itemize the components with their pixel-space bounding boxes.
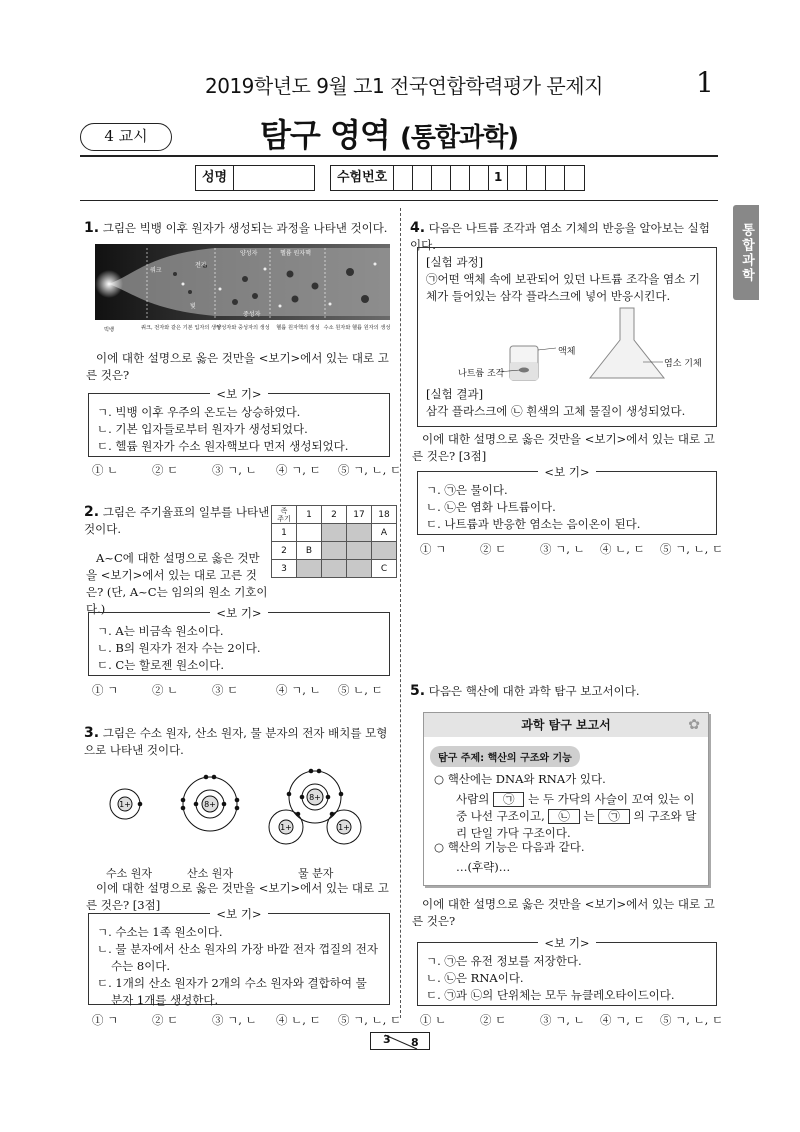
q5-choice-4[interactable]: ④ ㄱ, ㄷ: [600, 1013, 645, 1027]
q5-stem: [410, 683, 720, 700]
q5-bogi-title: <보 기>: [538, 936, 595, 950]
exam-number-cell[interactable]: [508, 166, 527, 190]
q1-bogi-item: ㄷ. 헬륨 원자가 수소 원자핵보다 먼저 생성되었다.: [97, 439, 349, 453]
q1-choice-5[interactable]: ⑤ ㄱ, ㄴ, ㄷ: [338, 463, 402, 477]
q4-stem-text: 다음은 나트륨 조각과 염소 기체의 반응을 알아보는 실험이다.: [410, 221, 710, 252]
q2-cell: [297, 560, 322, 578]
q2-choice-5[interactable]: ⑤ ㄴ, ㄷ: [338, 683, 383, 697]
q2-cell: [322, 524, 347, 542]
q2-corner: [272, 506, 297, 524]
q5-report-box: [423, 712, 709, 886]
q3-bogi-item: ㄷ. 1개의 산소 원자가 2개의 수소 원자와 결합하여 물 분자 1개를 생성한다.: [97, 976, 367, 1007]
q5-blank-1: ㉠: [493, 792, 525, 807]
q4-choice-4[interactable]: ④ ㄴ, ㄷ: [600, 542, 645, 556]
q5-stem-text: 다음은 핵산에 대한 과학 탐구 보고서이다.: [428, 684, 640, 698]
q2-cell: [322, 560, 347, 578]
q4-question: 이에 대한 설명으로 옳은 것만을 <보기>에서 있는 대로 고른 것은? [3점]: [412, 432, 715, 463]
q2-cell-a: A: [372, 524, 397, 542]
footer-slash: [371, 1033, 431, 1051]
q3-bogi-box: [88, 907, 390, 1007]
column-divider: [400, 208, 401, 1018]
q5-omitted: …(후략)…: [456, 860, 511, 874]
q1-big-bang-figure: [95, 244, 390, 346]
q4-label-sodium: 나트륨 조각: [458, 369, 505, 379]
q3-caption-hydrogen: 수소 원자: [106, 867, 153, 880]
q4-process-title: [실험 과정]: [426, 255, 484, 269]
q3-number: 3.: [84, 725, 100, 741]
q3-electron-models: [95, 762, 390, 862]
q5-bogi-item: ㄷ. ㉠과 ㉡의 단위체는 모두 뉴클레오타이드이다.: [426, 988, 675, 1002]
q2-period-header: 3: [272, 560, 297, 578]
q3-bogi-item: ㄴ. 물 분자에서 산소 원자의 가장 바깥 전자 껍질의 전자 수는 8이다.: [97, 942, 378, 973]
q5-sentence-part: 는: [583, 809, 595, 823]
page-number: 1: [696, 66, 714, 99]
exam-title: 2019학년도 9월 고1 전국연합학력평가 문제지: [205, 74, 603, 98]
q2-cell: [347, 542, 372, 560]
q1-stem: [84, 220, 394, 237]
q3-stem-text: 그림은 수소 원자, 산소 원자, 물 분자의 전자 배치를 모형으로 나타낸 것이다.: [84, 726, 388, 757]
q3-choice-2[interactable]: ② ㄷ: [152, 1013, 179, 1027]
q3-choice-5[interactable]: ⑤ ㄱ, ㄴ, ㄷ: [338, 1013, 402, 1027]
exam-number-cell[interactable]: [432, 166, 451, 190]
exam-number-cell[interactable]: [451, 166, 470, 190]
q2-cell: [347, 560, 372, 578]
period-badge: 4 교시: [80, 123, 172, 151]
q3-choice-1[interactable]: ① ㄱ: [92, 1013, 119, 1027]
q4-choices: [420, 541, 723, 557]
q4-choice-3[interactable]: ③ ㄱ, ㄴ: [540, 542, 585, 556]
flower-icon: ✿: [688, 717, 700, 733]
q2-cell-b: B: [297, 542, 322, 560]
q5-sentence: [456, 791, 702, 842]
q4-bogi-item: ㄴ. ㉡은 염화 나트륨이다.: [426, 500, 556, 514]
q3-w-h1-nucleus-label: 1+: [280, 823, 292, 832]
q4-process-text: ㉠어떤 액체 속에 보관되어 있던 나트륨 조각을 염소 기체가 들어있는 삼각 플라스크에 넣어 반응시킨다.: [426, 272, 701, 303]
q2-stem-text: 그림은 주기율표의 일부를 나타낸 것이다.: [84, 505, 270, 536]
q1-label-proton: 양성자: [240, 250, 258, 257]
q5-number: 5.: [410, 683, 426, 699]
q2-choices: [92, 682, 383, 698]
q2-periodic-table: [271, 505, 397, 578]
footer-current-page: 3: [383, 1033, 391, 1046]
footer-total-pages: 8: [411, 1036, 419, 1049]
q5-bogi-item: ㄱ. ㉠은 유전 정보를 저장한다.: [426, 954, 582, 968]
exam-number-box: [330, 165, 585, 191]
q1-stage-basic-particles: 쿼크, 전자와 같은 기본 입자의 생성: [140, 325, 222, 331]
footer-page-indicator: [370, 1032, 430, 1050]
q2-bogi-box: [88, 606, 390, 676]
q1-choice-2[interactable]: ② ㄷ: [152, 463, 179, 477]
section-title: [260, 110, 518, 156]
q2-stem: [84, 504, 270, 538]
exam-number-cell[interactable]: [527, 166, 546, 190]
q2-cell: [372, 542, 397, 560]
q1-choice-4[interactable]: ④ ㄱ, ㄷ: [276, 463, 321, 477]
q3-h-nucleus-label: 1+: [119, 800, 131, 809]
q4-bogi-box: [417, 465, 717, 535]
name-label: 성명: [196, 166, 234, 190]
q2-group-header: 1: [297, 506, 322, 524]
q2-cell: [322, 542, 347, 560]
q3-w-h2-nucleus-label: 1+: [338, 823, 350, 832]
q5-report-title: 과학 탐구 보고서: [424, 713, 708, 737]
q2-cell-c: C: [372, 560, 397, 578]
q4-label-chlorine: 염소 기체: [664, 359, 702, 369]
q3-question: 이에 대한 설명으로 옳은 것만을 <보기>에서 있는 대로 고른 것은? [3점]: [86, 881, 389, 912]
exam-number-cell[interactable]: [565, 166, 584, 190]
q1-label-helium-nucleus: 헬륨 원자핵: [280, 250, 311, 257]
q4-result-text: 삼각 플라스크에 ㉡ 흰색의 고체 물질이 생성되었다.: [426, 404, 686, 418]
header-bottom-rule: [80, 200, 718, 201]
q2-choice-2[interactable]: ② ㄴ: [152, 683, 179, 697]
q1-stem-text: 그림은 빅뱅 이후 원자가 생성되는 과정을 나타낸 것이다.: [102, 221, 388, 235]
q1-label-quark: 쿼크: [150, 267, 162, 274]
subject-side-tab: 통합과학: [733, 205, 759, 300]
q1-stage-proton-neutron: 양성자와 중성자의 생성: [216, 325, 270, 331]
q1-choices: [92, 462, 401, 478]
q2-cell: [297, 524, 322, 542]
q3-choices: [92, 1012, 401, 1028]
q5-choices: [420, 1012, 723, 1028]
q2-period-header: 1: [272, 524, 297, 542]
q2-choice-3[interactable]: ③ ㄷ: [212, 683, 239, 697]
q2-number: 2.: [84, 504, 100, 520]
q2-group-header: 17: [347, 506, 372, 524]
q2-bogi-item: ㄷ. C는 할로젠 원소이다.: [97, 658, 225, 672]
q3-bogi-title: <보 기>: [210, 907, 267, 921]
q3-stem: [84, 725, 392, 759]
q3-choice-4[interactable]: ④ ㄴ, ㄷ: [276, 1013, 321, 1027]
q1-choice-3[interactable]: ③ ㄱ, ㄴ: [212, 463, 257, 477]
q2-bogi-title: <보 기>: [210, 606, 267, 620]
section-title-sub: (통합과학): [399, 123, 519, 153]
q5-topic-badge: 탐구 주제: 핵산의 구조와 기능: [430, 746, 580, 767]
exam-number-digit: 1: [489, 166, 508, 190]
q5-blank-2: ㉡: [548, 809, 580, 824]
name-box: [195, 165, 315, 191]
q1-label-neutron: 중성자: [243, 311, 261, 318]
q5-sentence-part: 의 구조와 달리 단일 가닥 구조이다.: [456, 809, 697, 840]
q1-stage-helium-nucleus: 헬륨 원자핵의 생성: [276, 325, 320, 331]
q1-bogi-item: ㄴ. 기본 입자들로부터 원자가 생성되었다.: [97, 422, 308, 436]
q1-number: 1.: [84, 220, 100, 236]
q4-bogi-item: ㄱ. ㉠은 물이다.: [426, 483, 508, 497]
q4-choice-1[interactable]: ① ㄱ: [420, 542, 447, 556]
q2-question: A~C에 대한 설명으로 옳은 것만을 <보기>에서 있는 대로 고른 것은? (단, A~C는 임의의 원소 기호이다.): [86, 551, 268, 616]
q4-choice-2[interactable]: ② ㄷ: [480, 542, 507, 556]
q4-result-title: [실험 결과]: [426, 387, 484, 401]
q1-question: 이에 대한 설명으로 옳은 것만을 <보기>에서 있는 대로 고른 것은?: [86, 351, 389, 382]
q2-bogi-item: ㄱ. A는 비금속 원소이다.: [97, 624, 224, 638]
q4-experiment-box: [417, 247, 717, 427]
q4-bogi-title: <보 기>: [538, 465, 595, 479]
exam-number-cell[interactable]: [546, 166, 565, 190]
section-title-main: 탐구 영역: [260, 116, 390, 154]
q2-group-header: 2: [322, 506, 347, 524]
q1-stage-big-bang: 빅뱅: [103, 327, 115, 333]
q5-sentence-part: 사람의: [456, 792, 490, 806]
q5-choice-5[interactable]: ⑤ ㄱ, ㄴ, ㄷ: [660, 1013, 724, 1027]
q3-caption-oxygen: 산소 원자: [187, 867, 234, 880]
q5-bullet-2: ○ 핵산의 기능은 다음과 같다.: [434, 840, 585, 854]
q4-bogi-item: ㄷ. 나트륨과 반응한 염소는 음이온이 된다.: [426, 517, 641, 531]
q2-choice-1[interactable]: ① ㄱ: [92, 683, 119, 697]
q1-label-light: 빛: [190, 303, 196, 310]
q5-sentence-part: 는 두 가닥의 사슬이 꼬여 있는 이중 나선 구조이고,: [456, 792, 695, 823]
q3-o-nucleus-label: 8+: [204, 800, 216, 809]
q3-choice-3[interactable]: ③ ㄱ, ㄴ: [212, 1013, 257, 1027]
q2-bogi-item: ㄴ. B의 원자가 전자 수는 2이다.: [97, 641, 261, 655]
q2-corner-period: 주기: [277, 514, 291, 523]
header-rule: [80, 155, 718, 157]
q3-bogi-item: ㄱ. 수소는 1족 원소이다.: [97, 925, 223, 939]
q4-choice-5[interactable]: ⑤ ㄱ, ㄴ, ㄷ: [660, 542, 724, 556]
q5-bogi-box: [417, 936, 717, 1006]
q5-question: 이에 대한 설명으로 옳은 것만을 <보기>에서 있는 대로 고른 것은?: [412, 897, 715, 928]
q5-blank-3: ㉠: [598, 809, 630, 824]
name-field[interactable]: [234, 166, 314, 190]
q5-choice-3[interactable]: ③ ㄱ, ㄴ: [540, 1013, 585, 1027]
q4-label-liquid: 액체: [558, 347, 576, 357]
q1-bogi-box: [88, 387, 390, 457]
exam-number-cell[interactable]: [470, 166, 489, 190]
q5-choice-1[interactable]: ① ㄴ: [420, 1013, 447, 1027]
q4-number: 4.: [410, 220, 426, 236]
q1-stage-atoms: 수소 원자와 헬륨 원자의 생성: [323, 325, 390, 331]
q2-corner-group: 족: [280, 506, 288, 515]
q1-bogi-item: ㄱ. 빅뱅 이후 우주의 온도는 상승하였다.: [97, 405, 301, 419]
q2-group-header: 18: [372, 506, 397, 524]
q1-label-electron: 전자: [195, 262, 207, 269]
q1-choice-1[interactable]: ① ㄴ: [92, 463, 119, 477]
exam-number-cell[interactable]: [394, 166, 413, 190]
q3-w-o-nucleus-label: 8+: [309, 793, 321, 802]
exam-number-cell[interactable]: [413, 166, 432, 190]
q2-period-header: 2: [272, 542, 297, 560]
exam-number-label: 수험번호: [331, 166, 394, 190]
q1-bogi-title: <보 기>: [210, 387, 267, 401]
q5-choice-2[interactable]: ② ㄷ: [480, 1013, 507, 1027]
q3-caption-water: 물 분자: [298, 867, 334, 880]
q2-choice-4[interactable]: ④ ㄱ, ㄴ: [276, 683, 321, 697]
q5-bullet-1: ○ 핵산에는 DNA와 RNA가 있다.: [434, 772, 606, 786]
q2-cell: [347, 524, 372, 542]
q5-bogi-item: ㄴ. ㉡은 RNA이다.: [426, 971, 524, 985]
